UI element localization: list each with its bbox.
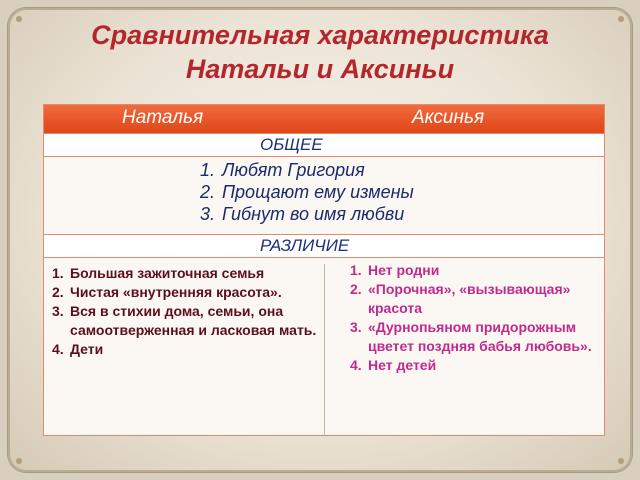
corner-dot <box>16 458 22 464</box>
difference-label: РАЗЛИЧИЕ <box>260 236 350 255</box>
common-list <box>200 159 414 225</box>
common-item: Гибнут во имя любви <box>222 204 405 224</box>
list-item: Вся в стихии дома, семьи, она самоотверженная и ласковая мать. <box>70 303 317 338</box>
title-line-2: Натальи и Аксиньи <box>185 54 455 84</box>
list-item: «Дурнопьяном придорожным цветет поздняя бабья любовь». <box>368 319 592 354</box>
common-band <box>44 133 604 157</box>
list-item: «Порочная», «вызывающая» красота <box>368 281 571 316</box>
header-natalya: Наталья <box>122 107 204 128</box>
natalya-differences <box>50 264 330 359</box>
title-line-1: Сравнительная характеристика <box>91 20 549 50</box>
list-item: Нет детей <box>368 357 437 373</box>
common-item: Любят Григория <box>222 160 365 180</box>
header-aksinya: Аксинья <box>412 107 485 128</box>
comparison-table <box>43 104 605 436</box>
common-item: Прощают ему измены <box>222 182 414 202</box>
aksinya-differences <box>348 261 618 375</box>
table-header <box>44 105 604 133</box>
common-label: ОБЩЕЕ <box>260 135 323 154</box>
corner-dot <box>618 458 624 464</box>
list-item: Нет родни <box>368 262 440 278</box>
slide-title <box>0 18 640 86</box>
list-item: Большая зажиточная семья <box>70 265 265 281</box>
list-item: Дети <box>70 341 104 357</box>
list-item: Чистая «внутренняя красота». <box>70 284 282 300</box>
difference-band <box>44 234 604 258</box>
